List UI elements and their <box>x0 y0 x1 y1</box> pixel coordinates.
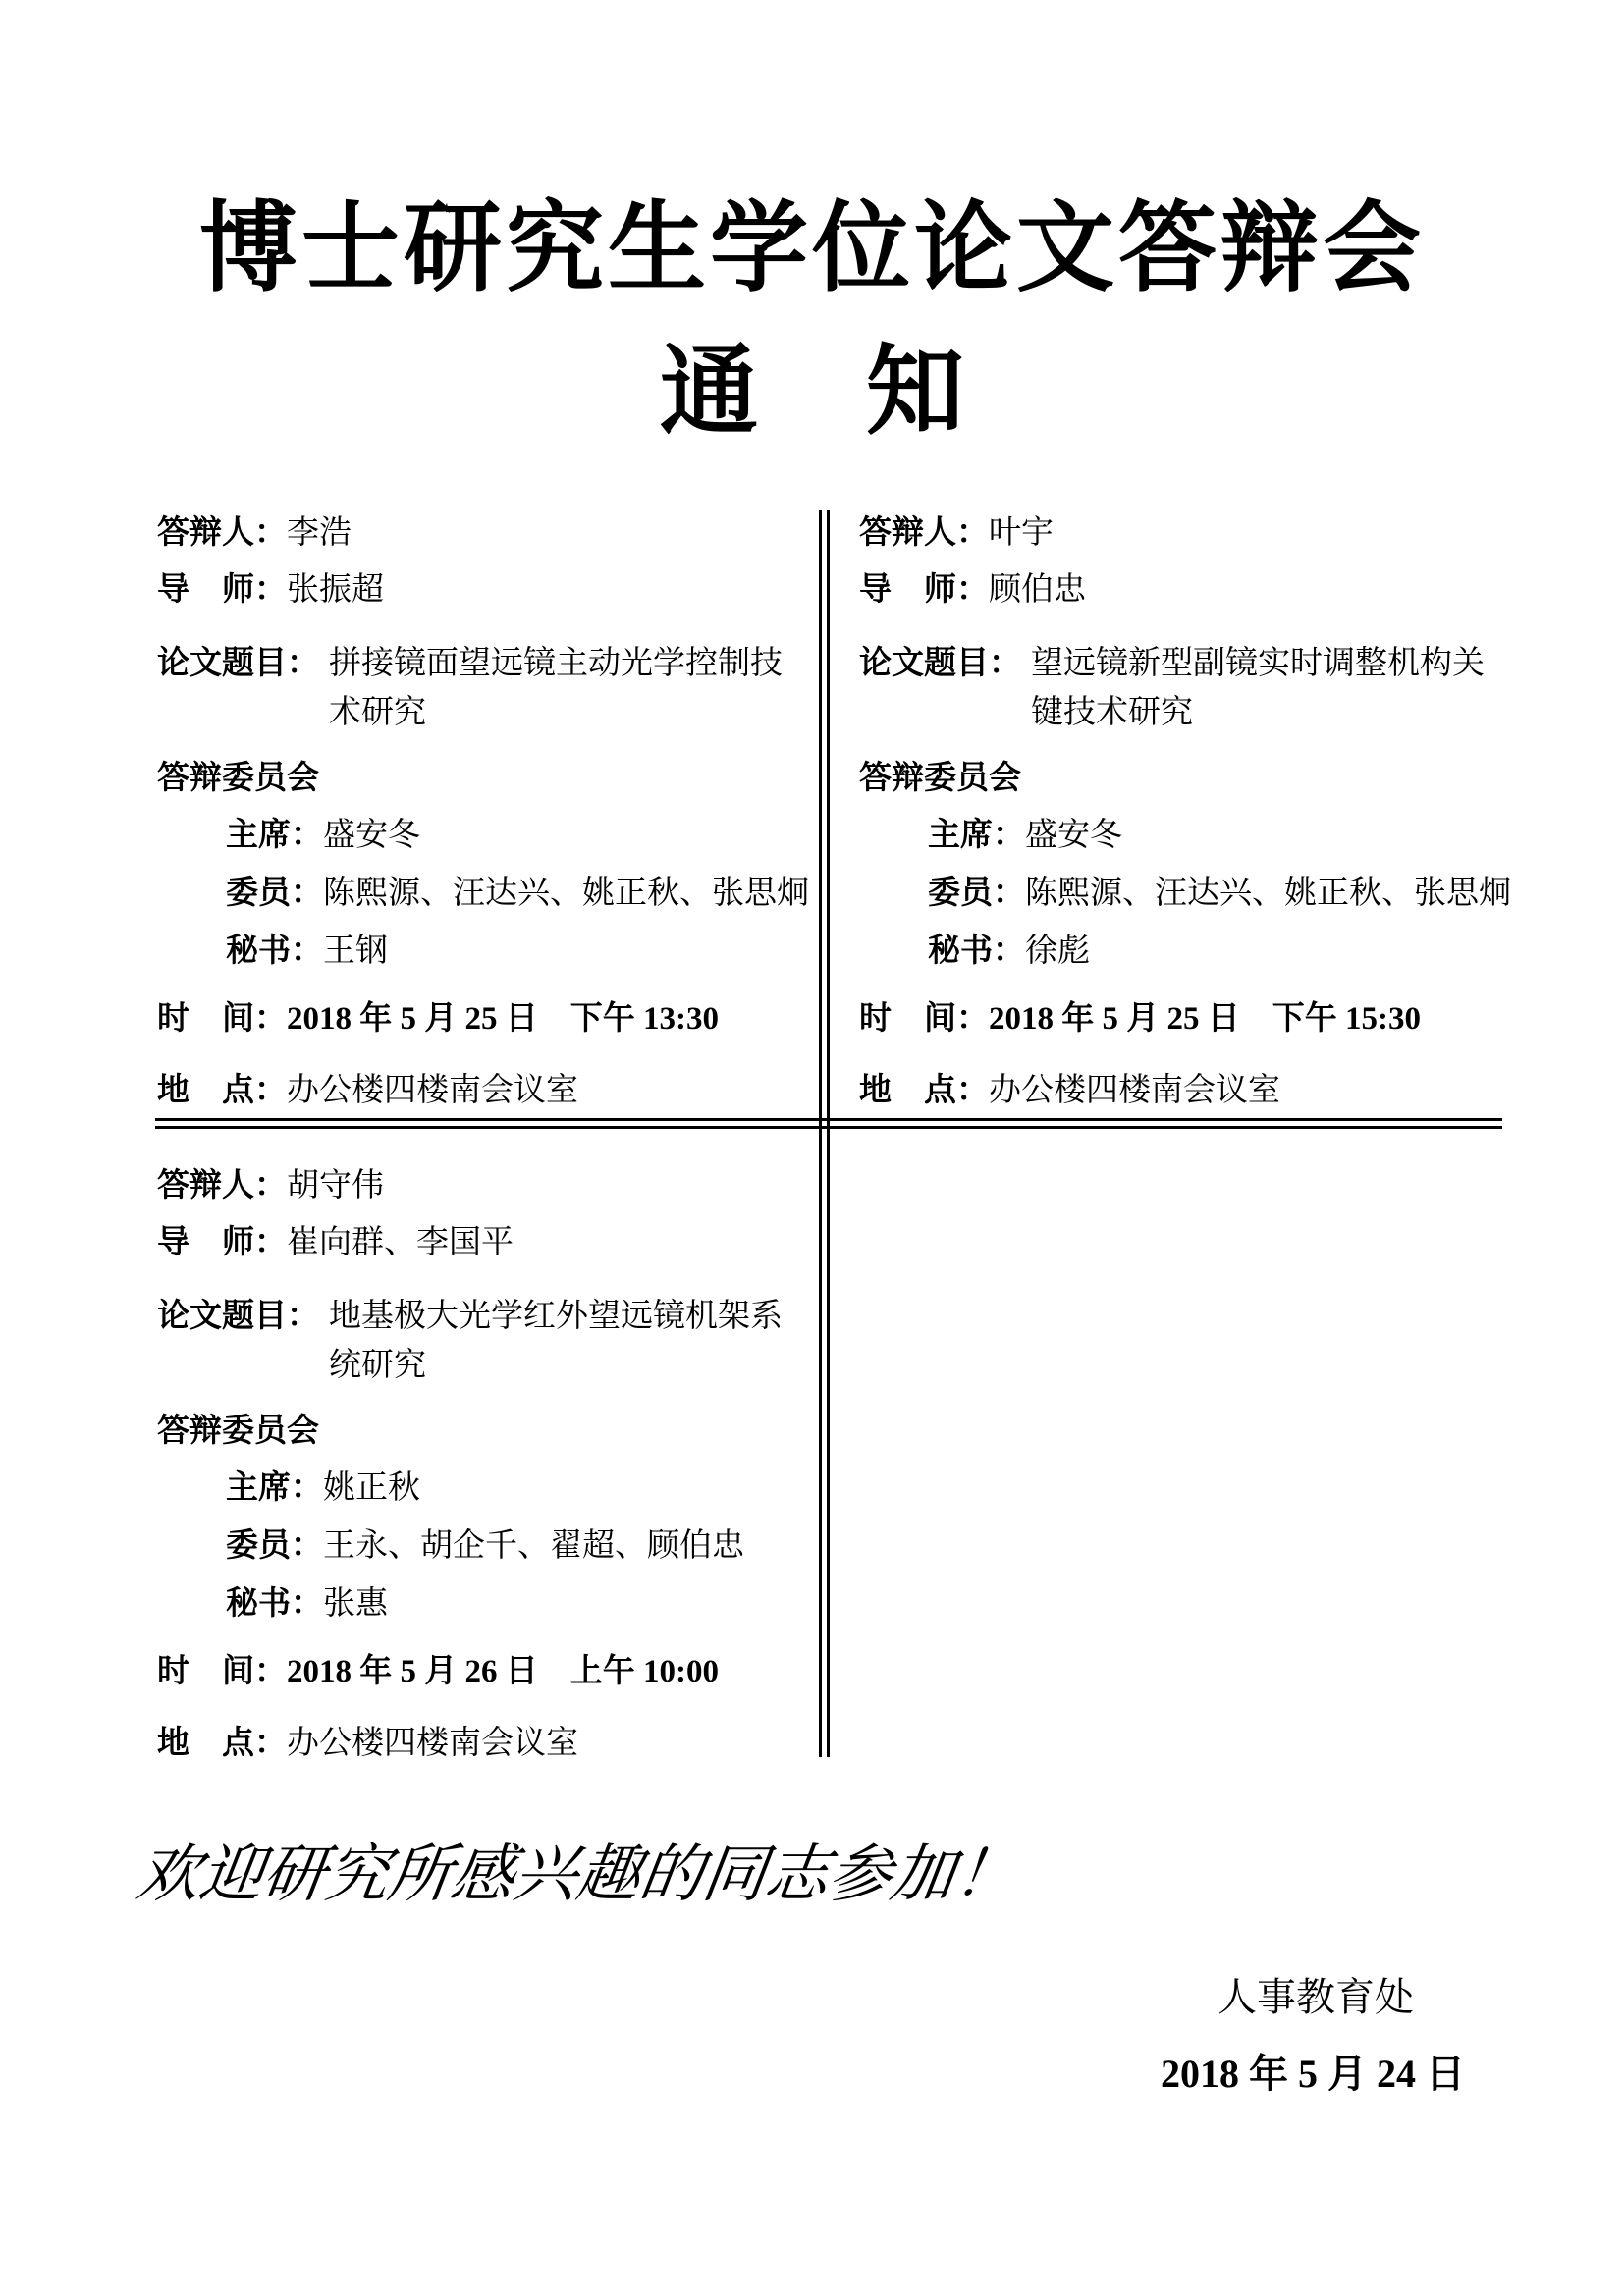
notice-subtitle: 通知 <box>660 333 1072 449</box>
chair-value: 姚正秋 <box>323 1468 420 1506</box>
advisor-row <box>157 1220 514 1263</box>
members-value: 王永、胡企千、翟超、顾伯忠 <box>323 1525 744 1564</box>
thesis-label: 论文题目： <box>157 1296 319 1334</box>
notice-title: 博士研究生学位论文答辩会 <box>199 189 1425 305</box>
welcome-message: 欢迎研究所感兴趣的同志参加！ <box>132 1839 1023 1911</box>
place-label: 地 点： <box>157 1070 287 1108</box>
time-label: 时 间： <box>859 998 989 1037</box>
thesis-value: 拼接镜面望远镜主动光学控制技术研究 <box>329 643 783 730</box>
thesis-label: 论文题目： <box>859 643 1021 681</box>
place-label: 地 点： <box>859 1070 989 1108</box>
thesis-value: 望远镜新型副镜实时调整机构关键技术研究 <box>1031 643 1485 730</box>
advisor-row <box>157 567 384 611</box>
defender-label: 答辩人： <box>859 512 989 551</box>
advisor-value: 顾伯忠 <box>989 569 1086 608</box>
thesis-value: 地基极大光学红外望远镜机架系统研究 <box>329 1296 783 1383</box>
defender-value: 叶宇 <box>989 512 1054 551</box>
secretary-label: 秘书： <box>226 931 323 969</box>
time-value: 2018 年 5 月 25 日 下午 15:30 <box>989 1001 1421 1037</box>
signature-date: 2018 年 5 月 24 日 <box>1161 2052 1465 2096</box>
members-label: 委员： <box>928 873 1025 911</box>
thesis-row <box>859 638 1497 736</box>
time-row <box>859 996 1421 1041</box>
committee-heading: 答辩委员会 <box>859 758 1021 796</box>
advisor-label: 导 师： <box>157 1222 287 1260</box>
defender-row <box>859 510 1054 554</box>
place-label: 地 点： <box>157 1723 287 1761</box>
members-value: 陈熙源、汪达兴、姚正秋、张思炯 <box>323 873 809 911</box>
place-value: 办公楼四楼南会议室 <box>989 1070 1280 1108</box>
vertical-divider-left <box>819 510 822 1757</box>
defender-label: 答辩人： <box>157 512 287 551</box>
advisor-value: 崔向群、李国平 <box>287 1222 514 1260</box>
place-row <box>859 1068 1280 1111</box>
chair-row <box>226 813 420 856</box>
advisor-row <box>859 567 1086 611</box>
place-value: 办公楼四楼南会议室 <box>287 1723 578 1761</box>
time-row <box>157 1649 719 1693</box>
secretary-row <box>226 1581 388 1625</box>
defender-value: 李浩 <box>287 512 352 551</box>
time-label: 时 间： <box>157 998 287 1037</box>
chair-label: 主席： <box>226 1468 323 1506</box>
place-row <box>157 1068 578 1111</box>
members-row <box>928 871 1511 914</box>
members-row <box>226 871 809 914</box>
time-value: 2018 年 5 月 25 日 下午 13:30 <box>287 1001 719 1037</box>
secretary-label: 秘书： <box>226 1583 323 1622</box>
place-row <box>157 1721 578 1764</box>
chair-label: 主席： <box>226 815 323 853</box>
secretary-value: 徐彪 <box>1025 931 1090 969</box>
members-label: 委员： <box>226 873 323 911</box>
committee-heading: 答辩委员会 <box>157 758 319 796</box>
time-row <box>157 996 719 1041</box>
secretary-row <box>928 929 1090 972</box>
signature-org: 人事教育处 <box>1218 1975 1414 2019</box>
secretary-label: 秘书： <box>928 931 1025 969</box>
advisor-label: 导 师： <box>157 569 287 608</box>
chair-value: 盛安冬 <box>1025 815 1122 853</box>
defender-label: 答辩人： <box>157 1165 287 1203</box>
advisor-value: 张振超 <box>287 569 384 608</box>
defender-row <box>157 1163 384 1206</box>
thesis-row <box>157 1291 795 1389</box>
time-value: 2018 年 5 月 26 日 上午 10:00 <box>287 1654 719 1689</box>
advisor-label: 导 师： <box>859 569 989 608</box>
thesis-row <box>157 638 795 736</box>
members-value: 陈熙源、汪达兴、姚正秋、张思炯 <box>1025 873 1511 911</box>
chair-row <box>928 813 1122 856</box>
committee-heading: 答辩委员会 <box>157 1411 319 1449</box>
thesis-label: 论文题目： <box>157 643 319 681</box>
defender-row <box>157 510 352 554</box>
chair-row <box>226 1466 420 1509</box>
secretary-value: 王钢 <box>323 931 388 969</box>
members-row <box>226 1523 744 1567</box>
chair-label: 主席： <box>928 815 1025 853</box>
chair-value: 盛安冬 <box>323 815 420 853</box>
horizontal-divider-bottom <box>155 1126 1502 1129</box>
place-value: 办公楼四楼南会议室 <box>287 1070 578 1108</box>
secretary-value: 张惠 <box>323 1583 388 1622</box>
defender-value: 胡守伟 <box>287 1165 384 1203</box>
vertical-divider-right <box>827 510 830 1757</box>
time-label: 时 间： <box>157 1651 287 1689</box>
secretary-row <box>226 929 388 972</box>
members-label: 委员： <box>226 1525 323 1564</box>
horizontal-divider-top <box>155 1118 1502 1121</box>
